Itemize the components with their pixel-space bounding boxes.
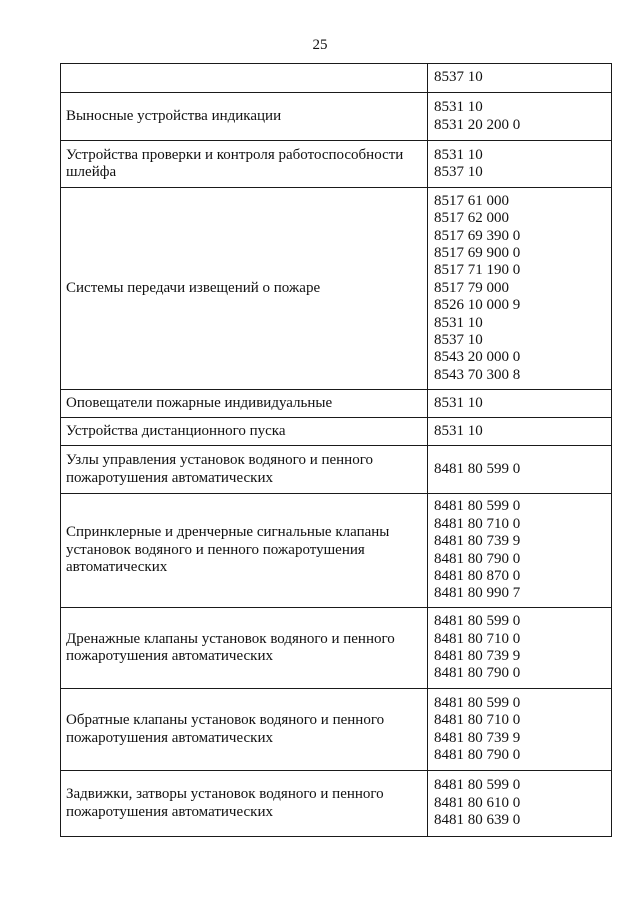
tnved-code-cell bbox=[428, 390, 612, 418]
tnved-code-cell bbox=[428, 689, 612, 771]
tnved-code: 8517 79 000 bbox=[434, 279, 509, 296]
tnved-code: 8481 80 599 0 bbox=[434, 498, 521, 515]
table-row bbox=[61, 608, 612, 689]
equipment-name-cell bbox=[61, 93, 428, 141]
tnved-code: 8481 80 790 0 bbox=[434, 665, 521, 682]
tnved-code: 8543 20 000 0 bbox=[434, 349, 521, 366]
equipment-name-cell bbox=[61, 390, 428, 418]
table-body bbox=[61, 64, 612, 837]
tnved-code: 8517 69 390 0 bbox=[434, 227, 521, 244]
equipment-name: Дренажные клапаны установок водяного и пенного пожаротушения автоматических bbox=[66, 630, 395, 664]
page-number: 25 bbox=[312, 37, 328, 53]
equipment-name: Выносные устройства индикации bbox=[66, 107, 282, 124]
tnved-code-cell bbox=[428, 64, 612, 93]
equipment-name: Устройства проверки и контроля работоспособности шлейфа bbox=[66, 146, 404, 180]
tnved-code: 8481 80 790 0 bbox=[434, 746, 521, 763]
equipment-name: Задвижки, затворы установок водяного и пенного пожаротушения автоматических bbox=[66, 786, 384, 820]
table-row bbox=[61, 64, 612, 93]
tnved-code: 8517 69 900 0 bbox=[434, 244, 521, 261]
tnved-code: 8517 62 000 bbox=[434, 210, 509, 227]
table-row bbox=[61, 771, 612, 837]
tnved-code: 8517 61 000 bbox=[434, 192, 509, 209]
tnved-code: 8481 80 599 0 bbox=[434, 777, 521, 794]
tnved-code: 8481 80 790 0 bbox=[434, 550, 521, 567]
tnved-code-cell bbox=[428, 771, 612, 837]
tnved-code: 8531 10 bbox=[434, 394, 483, 411]
tnved-code: 8481 80 599 0 bbox=[434, 694, 521, 711]
table-row bbox=[61, 188, 612, 390]
equipment-name-cell bbox=[61, 418, 428, 446]
tnved-code: 8531 20 200 0 bbox=[434, 116, 521, 133]
tnved-code: 8531 10 bbox=[434, 146, 483, 163]
equipment-name-cell bbox=[61, 141, 428, 188]
table-row bbox=[61, 93, 612, 141]
table-row bbox=[61, 494, 612, 608]
equipment-name-cell bbox=[61, 446, 428, 494]
equipment-name: Оповещатели пожарные индивидуальные bbox=[66, 394, 333, 411]
equipment-name-cell bbox=[61, 494, 428, 608]
tnved-code: 8481 80 610 0 bbox=[434, 794, 521, 811]
table-row bbox=[61, 390, 612, 418]
equipment-name-cell bbox=[61, 188, 428, 390]
tnved-code-cell bbox=[428, 608, 612, 689]
tnved-code: 8481 80 599 0 bbox=[434, 613, 521, 630]
tnved-code: 8481 80 990 7 bbox=[434, 585, 521, 602]
equipment-name: Устройства дистанционного пуска bbox=[66, 422, 286, 439]
tnved-code: 8526 10 000 9 bbox=[434, 297, 521, 314]
codes-table bbox=[60, 63, 612, 837]
tnved-code: 8531 10 bbox=[434, 99, 483, 116]
tnved-code-cell bbox=[428, 418, 612, 446]
tnved-code: 8517 71 190 0 bbox=[434, 262, 521, 279]
tnved-code: 8481 80 639 0 bbox=[434, 812, 521, 829]
equipment-name-cell bbox=[61, 689, 428, 771]
tnved-code-cell bbox=[428, 446, 612, 494]
equipment-name-cell bbox=[61, 608, 428, 689]
tnved-code: 8543 70 300 8 bbox=[434, 366, 521, 383]
table-row bbox=[61, 141, 612, 188]
table-row bbox=[61, 689, 612, 771]
table-row bbox=[61, 446, 612, 494]
tnved-code: 8481 80 739 9 bbox=[434, 729, 521, 746]
equipment-name-cell bbox=[61, 771, 428, 837]
tnved-code: 8481 80 739 9 bbox=[434, 533, 521, 550]
tnved-code-cell bbox=[428, 188, 612, 390]
tnved-code: 8537 10 bbox=[434, 332, 483, 349]
equipment-name: Системы передачи извещений о пожаре bbox=[66, 279, 321, 296]
tnved-code: 8481 80 870 0 bbox=[434, 567, 521, 584]
tnved-code: 8531 10 bbox=[434, 422, 483, 439]
tnved-code: 8537 10 bbox=[434, 69, 483, 86]
tnved-code-cell bbox=[428, 93, 612, 141]
tnved-code: 8481 80 739 9 bbox=[434, 648, 521, 664]
tnved-code: 8531 10 bbox=[434, 314, 483, 331]
tnved-code-cell bbox=[428, 141, 612, 188]
equipment-name: Спринклерные и дренчерные сигнальные клапаны установок водяного и пенного пожаротушения автоматических bbox=[66, 524, 390, 576]
tnved-code: 8537 10 bbox=[434, 164, 483, 180]
tnved-code: 8481 80 710 0 bbox=[434, 515, 521, 532]
equipment-name: Узлы управления установок водяного и пенного пожаротушения автоматических bbox=[66, 452, 373, 486]
tnved-code: 8481 80 710 0 bbox=[434, 630, 521, 647]
table-row bbox=[61, 418, 612, 446]
equipment-name-cell bbox=[61, 64, 428, 93]
tnved-code-cell bbox=[428, 494, 612, 608]
equipment-name: Обратные клапаны установок водяного и пенного пожаротушения автоматических bbox=[66, 712, 385, 746]
tnved-code: 8481 80 599 0 bbox=[434, 460, 521, 477]
tnved-code: 8481 80 710 0 bbox=[434, 712, 521, 729]
